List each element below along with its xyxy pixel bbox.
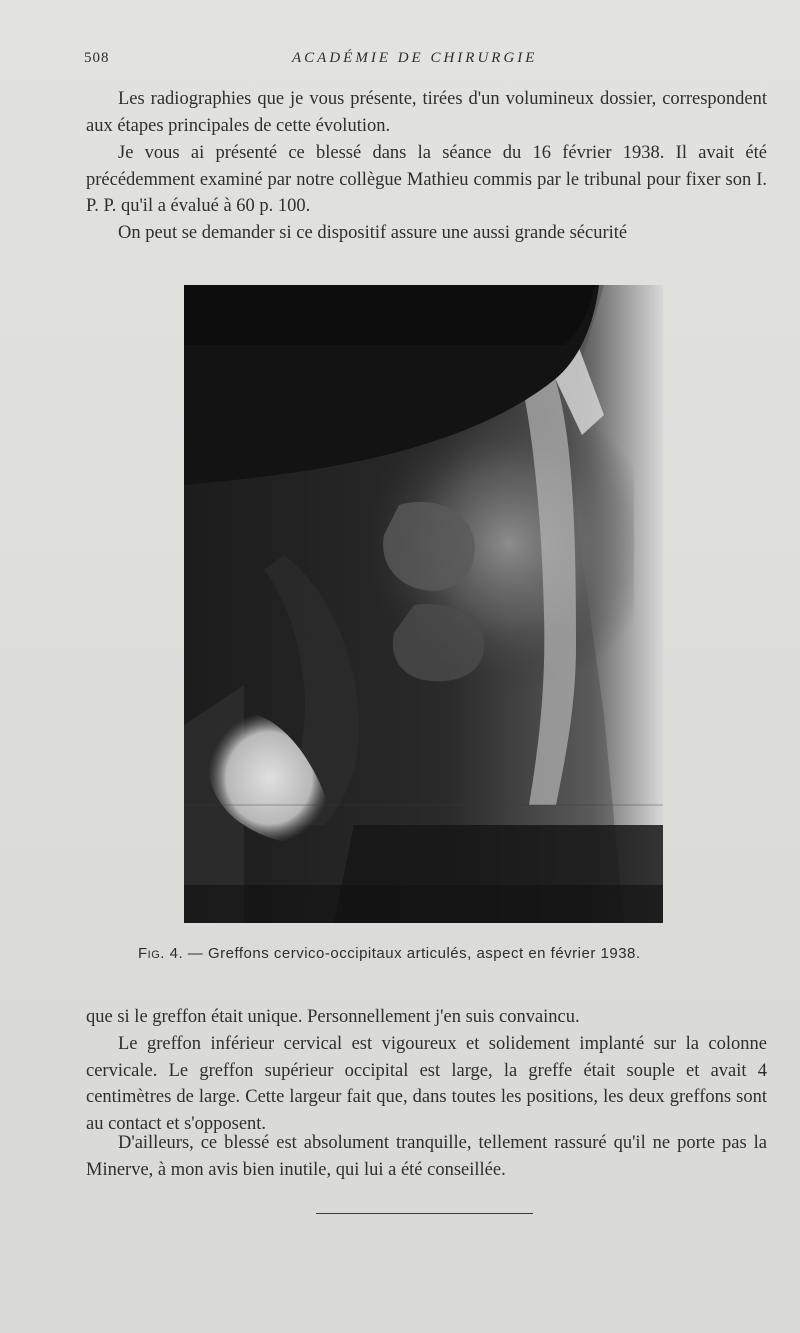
figure-label: Fig. 4. [138, 945, 184, 962]
paragraph-securite: On peut se demander si ce dispositif assure une aussi grande sécurité [118, 223, 628, 243]
radiograph-figure [184, 285, 663, 923]
paragraph-minerve: D'ailleurs, ce blessé est absolument tranquille, tellement rassuré qu'il ne porte pas la Minerve, à mon avis bien inutile, qui lui a été conseillée. [86, 1133, 767, 1180]
paragraph-seance: Je vous ai présenté ce blessé dans la séance du 16 février 1938. Il avait été précédemment examiné par notre collègue Mathieu commis par le tribunal pour fixer son I. P. P. qu'il a évalué à 60 p. 100. [86, 143, 767, 216]
paragraph-greffon: Le greffon inférieur cervical est vigoureux et solidement implanté sur la colonne cervicale. Le greffon supérieur occipital est large, la greffe était souple et avait 4 centimètres de large. Cette largeur fait que, dans toutes les positions, les deux greffons sont au contact et s'opposent. [86, 1034, 767, 1134]
journal-title: ACADÉMIE DE CHIRURGIE [292, 50, 538, 66]
paragraph-radiographies: Les radiographies que je vous présente, tirées d'un volumineux dossier, correspondent aux étapes principales de cette évolution. [86, 89, 767, 136]
running-head [84, 48, 760, 72]
figure-caption [138, 945, 641, 962]
figure-caption-text: — Greffons cervico-occipitaux articulés, aspect en février 1938. [187, 945, 641, 962]
section-divider [316, 1213, 533, 1214]
radiograph-image [184, 285, 663, 923]
paragraph-convaincu: que si le greffon était unique. Personnellement j'en suis convaincu. [86, 1007, 580, 1027]
page-number: 508 [84, 50, 110, 66]
